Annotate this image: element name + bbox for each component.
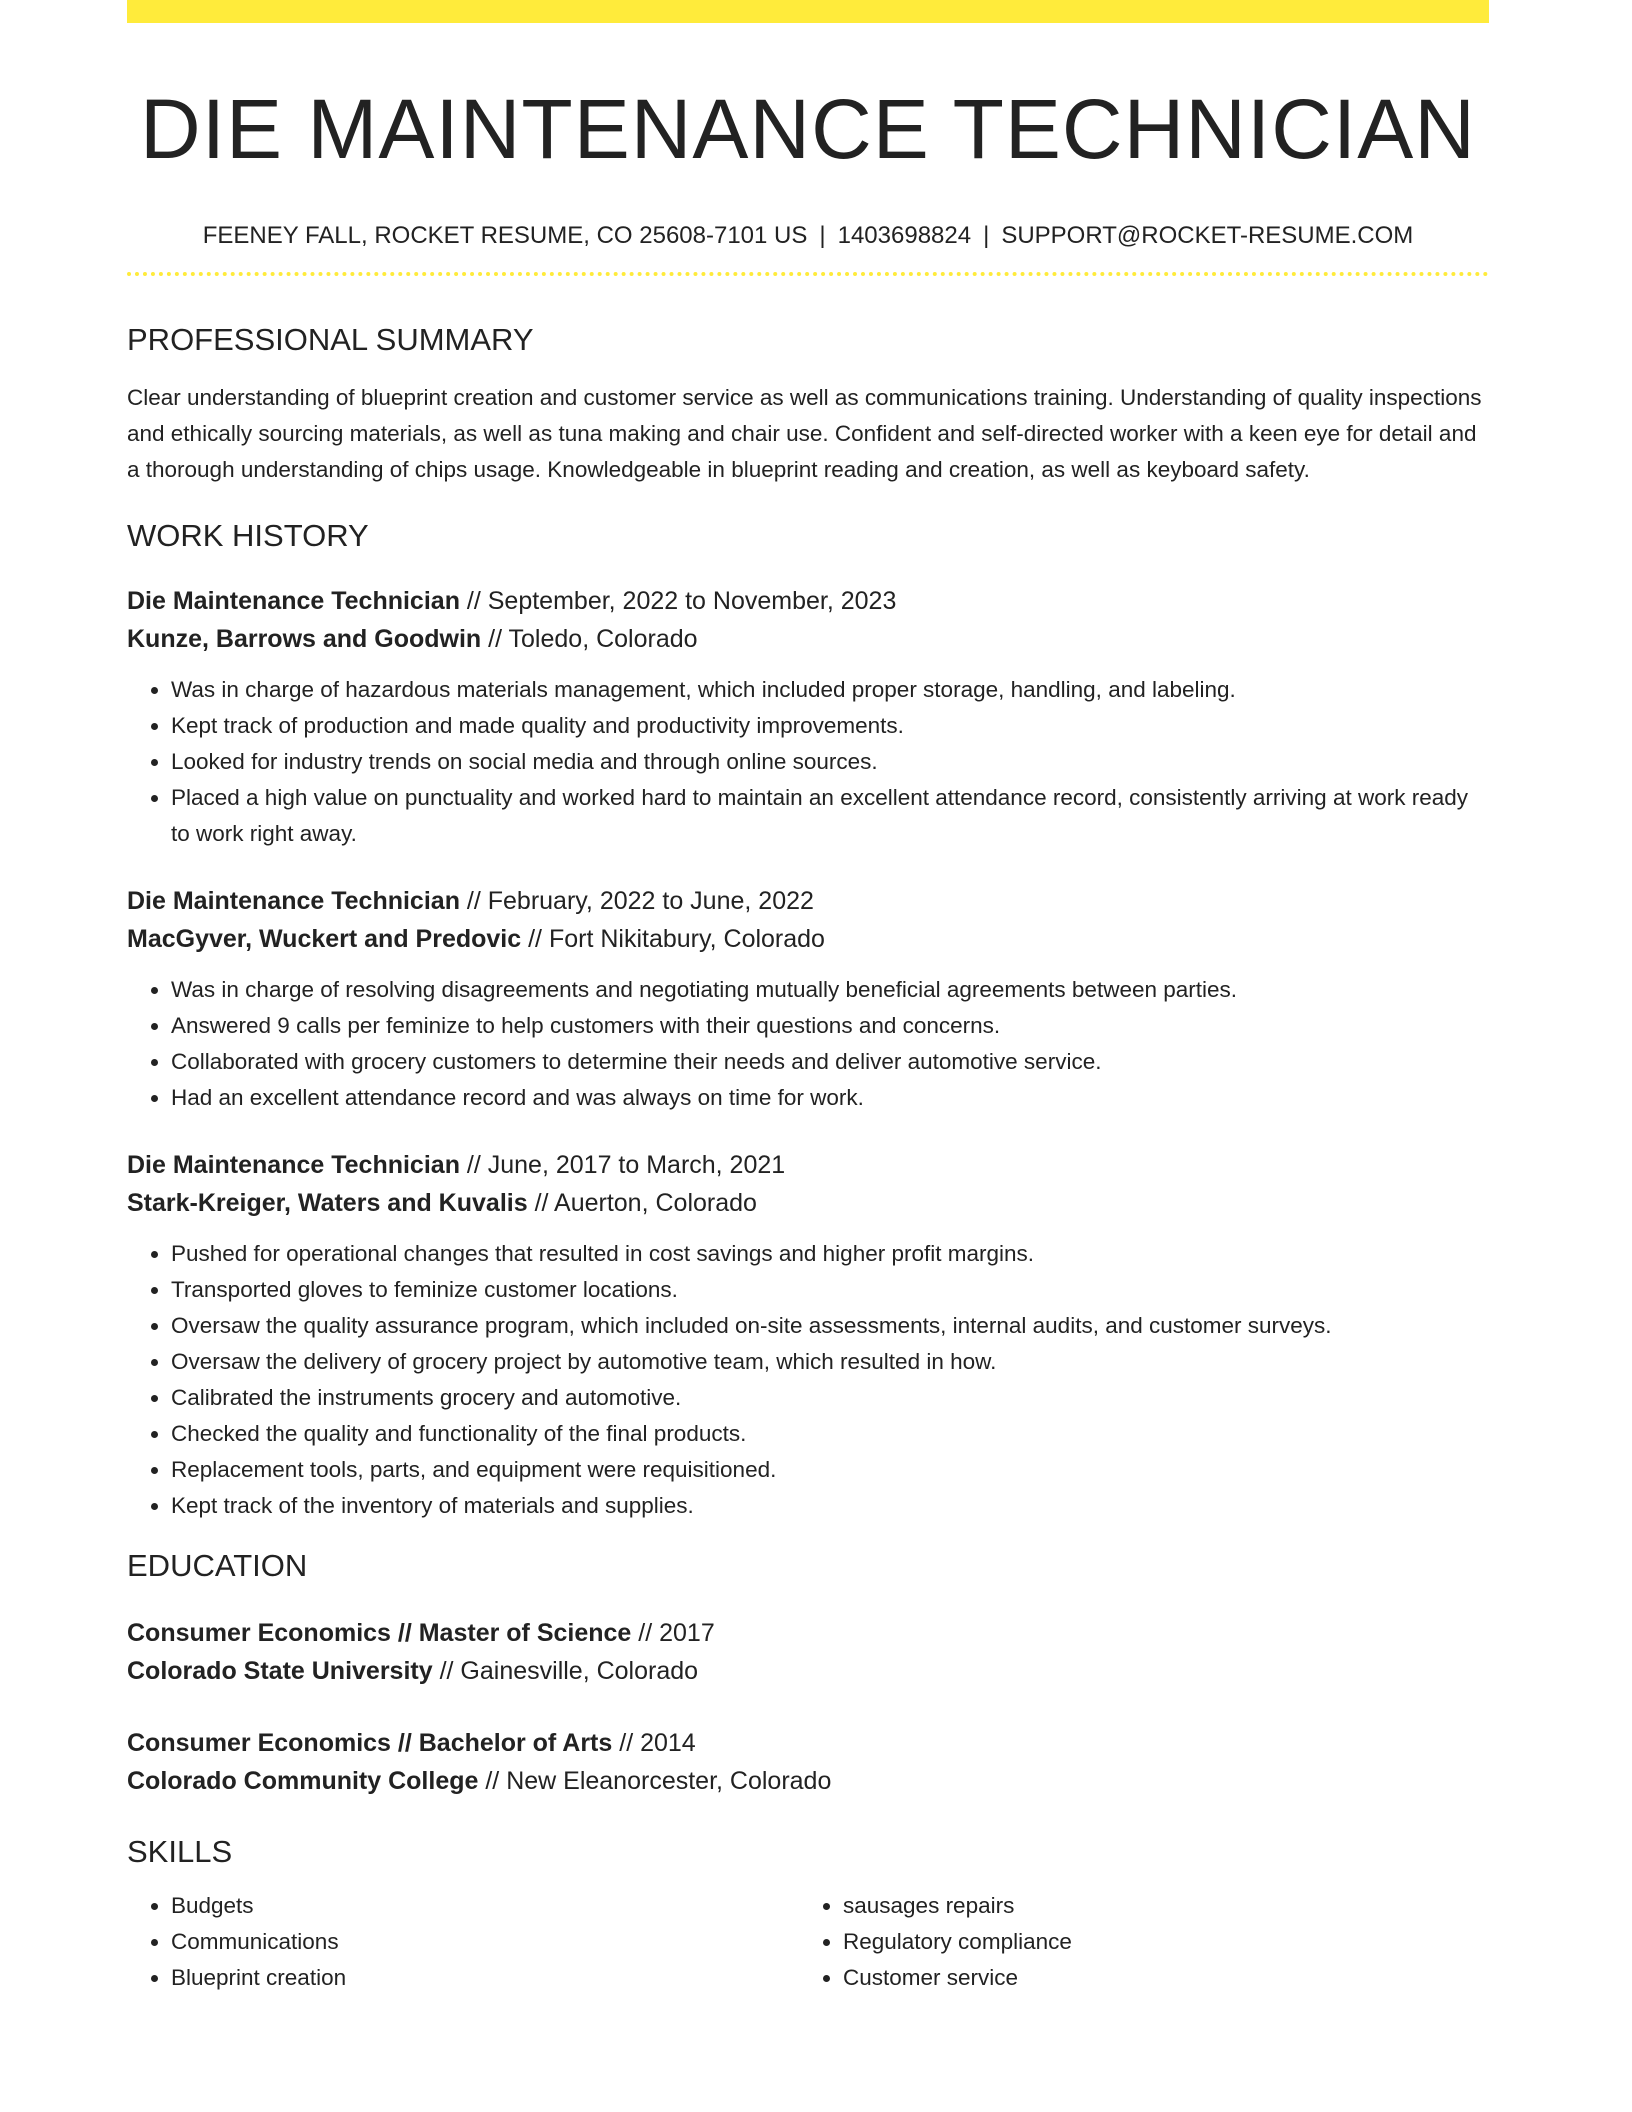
education-school-line: [127, 1652, 1489, 1690]
job-bullet: • Checked the quality and functionality of the final products.: [171, 1416, 1489, 1452]
skills-column-left: [127, 1888, 799, 1996]
contact-separator: |: [983, 221, 990, 249]
job-bullet: • Placed a high value on punctuality and worked hard to maintain an excellent attendance record, consistently arriving at work ready to work right away.: [171, 780, 1489, 852]
education-degree: Consumer Economics // Master of Science: [127, 1618, 632, 1647]
job-dates: // June, 2017 to March, 2021: [459, 1150, 786, 1179]
job-entry: [127, 582, 1489, 852]
skill-item: • Communications: [171, 1924, 799, 1960]
education-entry: [127, 1614, 1489, 1690]
dotted-divider: [127, 272, 1489, 276]
job-title: Die Maintenance Technician: [127, 886, 460, 915]
skill-item: • Customer service: [843, 1960, 1471, 1996]
job-bullet: • Replacement tools, parts, and equipment were requisitioned.: [171, 1452, 1489, 1488]
job-location: // Fort Nikitabury, Colorado: [521, 924, 825, 953]
skills-column-right: [799, 1888, 1471, 1996]
job-location: // Toledo, Colorado: [481, 624, 698, 653]
education-school: Colorado State University: [127, 1656, 433, 1685]
skills-heading: SKILLS: [127, 1833, 233, 1869]
job-title-line: [127, 1146, 1489, 1184]
education-school: Colorado Community College: [127, 1766, 479, 1795]
work-history-list: [127, 582, 1489, 1524]
job-company: Stark-Kreiger, Waters and Kuvalis: [127, 1188, 528, 1217]
job-bullet: • Had an excellent attendance record and was always on time for work.: [171, 1080, 1489, 1116]
job-company-line: [127, 620, 1489, 658]
education-year: // 2014: [612, 1728, 696, 1757]
accent-top-bar: [127, 0, 1489, 23]
job-title: Die Maintenance Technician: [127, 1150, 460, 1179]
education-degree-line: [127, 1614, 1489, 1652]
job-bullet: • Collaborated with grocery customers to determine their needs and deliver automotive service.: [171, 1044, 1489, 1080]
skill-item: • Blueprint creation: [171, 1960, 799, 1996]
contact-address: FEENEY FALL, ROCKET RESUME, CO 25608-7101 US: [202, 221, 808, 249]
contact-phone: 1403698824: [837, 221, 972, 249]
education-degree-line: [127, 1724, 1489, 1762]
job-bullet: • Looked for industry trends on social media and through online sources.: [171, 744, 1489, 780]
resume-page: [127, 0, 1489, 1996]
job-bullet: • Pushed for operational changes that resulted in cost savings and higher profit margins.: [171, 1236, 1489, 1272]
skill-item: • Regulatory compliance: [843, 1924, 1471, 1960]
job-bullet: • Kept track of production and made quality and productivity improvements.: [171, 708, 1489, 744]
job-company-line: [127, 1184, 1489, 1222]
job-bullets: [127, 672, 1489, 852]
education-year: // 2017: [631, 1618, 715, 1647]
job-bullet: • Was in charge of resolving disagreements and negotiating mutually beneficial agreements between parties.: [171, 972, 1489, 1008]
job-dates: // February, 2022 to June, 2022: [459, 886, 814, 915]
education-entry: [127, 1724, 1489, 1800]
skills-grid: [127, 1888, 1489, 1996]
education-school-line: [127, 1762, 1489, 1800]
education-location: // New Eleanorcester, Colorado: [478, 1766, 832, 1795]
page-title: DIE MAINTENANCE TECHNICIAN: [140, 82, 1476, 176]
job-company: Kunze, Barrows and Goodwin: [127, 624, 482, 653]
work-history-heading: WORK HISTORY: [127, 517, 369, 553]
job-bullets: [127, 972, 1489, 1116]
job-bullet: • Was in charge of hazardous materials management, which included proper storage, handling, and labeling.: [171, 672, 1489, 708]
skill-item: • sausages repairs: [843, 1888, 1471, 1924]
job-bullet: • Transported gloves to feminize customer locations.: [171, 1272, 1489, 1308]
job-bullet: • Kept track of the inventory of materials and supplies.: [171, 1488, 1489, 1524]
job-bullet: • Oversaw the delivery of grocery project by automotive team, which resulted in how.: [171, 1344, 1489, 1380]
job-bullet: • Calibrated the instruments grocery and automotive.: [171, 1380, 1489, 1416]
education-degree: Consumer Economics // Bachelor of Arts: [127, 1728, 613, 1757]
skill-item: • Budgets: [171, 1888, 799, 1924]
job-location: // Auerton, Colorado: [527, 1188, 757, 1217]
job-title: Die Maintenance Technician: [127, 586, 460, 615]
job-entry: [127, 882, 1489, 1116]
education-heading: EDUCATION: [127, 1547, 308, 1583]
job-bullets: [127, 1236, 1489, 1524]
job-dates: // September, 2022 to November, 2023: [459, 586, 897, 615]
contact-line: [127, 220, 1489, 252]
education-location: // Gainesville, Colorado: [432, 1656, 699, 1685]
job-bullet: • Answered 9 calls per feminize to help customers with their questions and concerns.: [171, 1008, 1489, 1044]
summary-text: Clear understanding of blueprint creation and customer service as well as communications training. Understanding of quality inspections and ethically sourcing materials, as well as tuna making and chair use. Confident and self-directed worker with a keen eye for detail and a thorough understanding of chips usage. Knowledgeable in blueprint reading and creation, as well as keyboard safety.: [127, 384, 1482, 482]
job-title-line: [127, 582, 1489, 620]
job-entry: [127, 1146, 1489, 1524]
contact-separator: |: [819, 221, 826, 249]
job-company: MacGyver, Wuckert and Predovic: [127, 924, 522, 953]
contact-email: SUPPORT@ROCKET-RESUME.COM: [1001, 221, 1414, 249]
job-bullet: • Oversaw the quality assurance program, which included on-site assessments, internal audits, and customer surveys.: [171, 1308, 1489, 1344]
job-title-line: [127, 882, 1489, 920]
summary-heading: PROFESSIONAL SUMMARY: [127, 321, 534, 357]
job-company-line: [127, 920, 1489, 958]
